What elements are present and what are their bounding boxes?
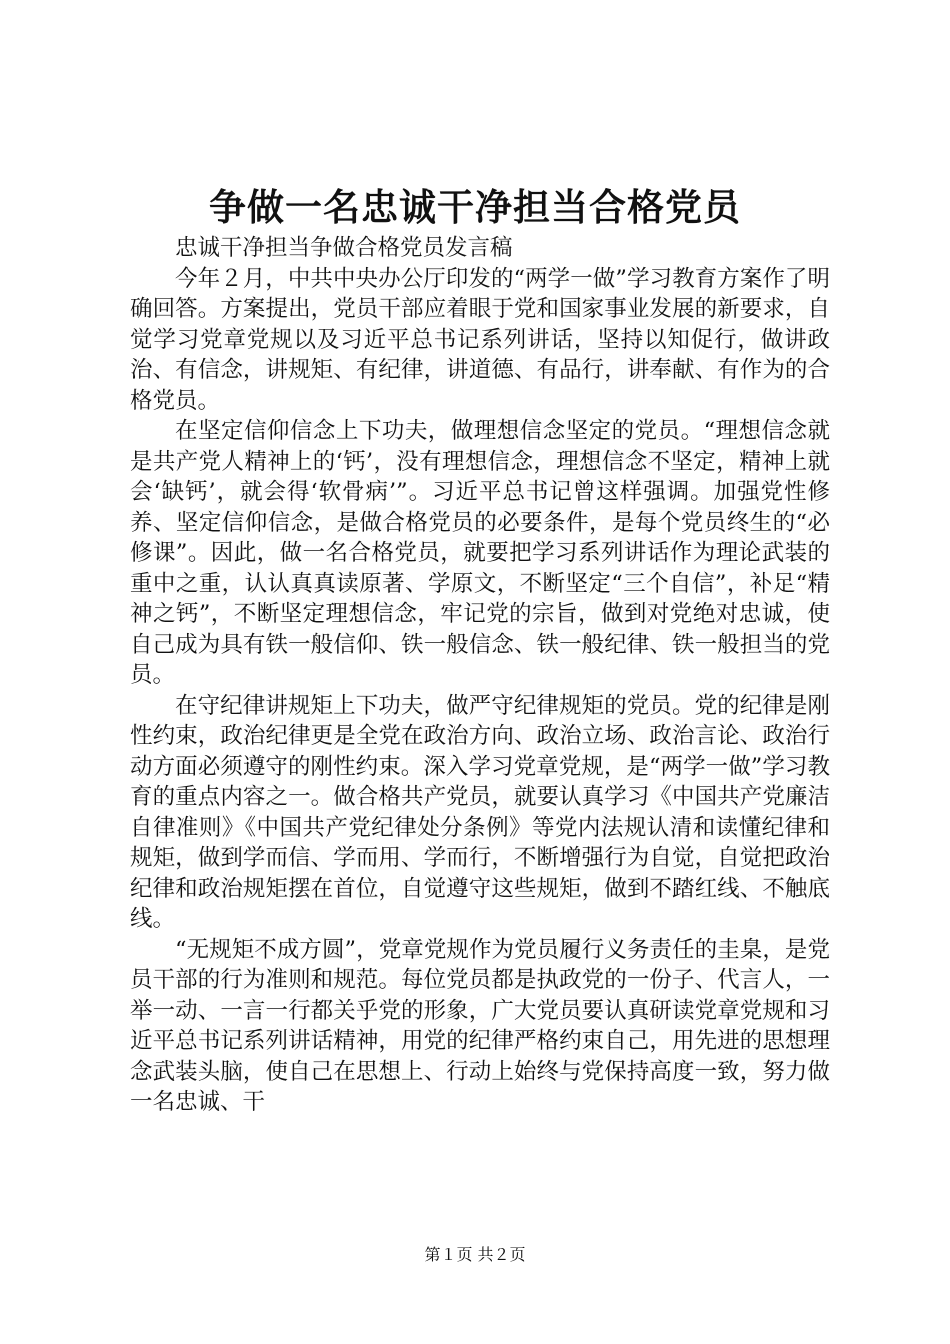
document-title: 争做一名忠诚干净担当合格党员 — [209, 186, 741, 229]
paragraph: 今年２月，中共中央办公厅印发的“两学一做”学习教育方案作了明确回答。方案提出，党员干部应着眼于党和国家事业发展的新要求，自觉学习党章党规以及习近平总书记系列讲话，坚持以知促行，做讲政治、有信念，讲规矩、有纪律，讲道德、有品行，讲奉献、有作为的合格党员。 — [130, 265, 830, 414]
document-subtitle: 忠诚干净担当争做合格党员发言稿 — [175, 235, 513, 261]
document-body — [130, 233, 830, 1118]
paragraph: 在守纪律讲规矩上下功夫，做严守纪律规矩的党员。党的纪律是刚性约束，政治纪律更是全党在政治方向、政治立场、政治言论、政治行动方面必须遵守的刚性约束。深入学习党章党规，是“两学一做”学习教育的重点内容之一。做合格共产党员，就要认真学习《中国共产党廉洁自律准则》《中国共产党纪律处分条例》等党内法规认清和读懂纪律和规矩，做到学而信、学而用、学而行，不断增强行为自觉，自觉把政治纪律和政治规矩摆在首位，自觉遵守这些规矩，做到不踏红线、不触底线。 — [130, 692, 830, 932]
paragraph: 在坚定信仰信念上下功夫，做理想信念坚定的党员。“理想信念就是共产党人精神上的‘钙’，没有理想信念，理想信念不坚定，精神上就会‘缺钙’，就会得‘软骨病’”。习近平总书记曾这样强调。加强党性修养、坚定信仰信念，是做合格党员的必要条件，是每个党员终生的“必修课”。因此，做一名合格党员，就要把学习系列讲话作为理论武装的重中之重，认认真真读原著、学原文，不断坚定“三个自信”，补足“精神之钙”，不断坚定理想信念，牢记党的宗旨，做到对党绝对忠诚，使自己成为具有铁一般信仰、铁一般信念、铁一般纪律、铁一般担当的党员。 — [130, 418, 830, 688]
paragraph: “无规矩不成方圆”，党章党规作为党员履行义务责任的圭臬，是党员干部的行为准则和规范。每位党员都是执政党的一份子、代言人，一举一动、一言一行都关乎党的形象，广大党员要认真研读党章党规和习近平总书记系列讲话精神，用党的纪律严格约束自己，用先进的思想理念武装头脑，使自己在思想上、行动上始终与党保持高度一致，努力做一名忠诚、干 — [130, 936, 830, 1115]
page-footer: 第１页 共２页 — [424, 1245, 526, 1264]
